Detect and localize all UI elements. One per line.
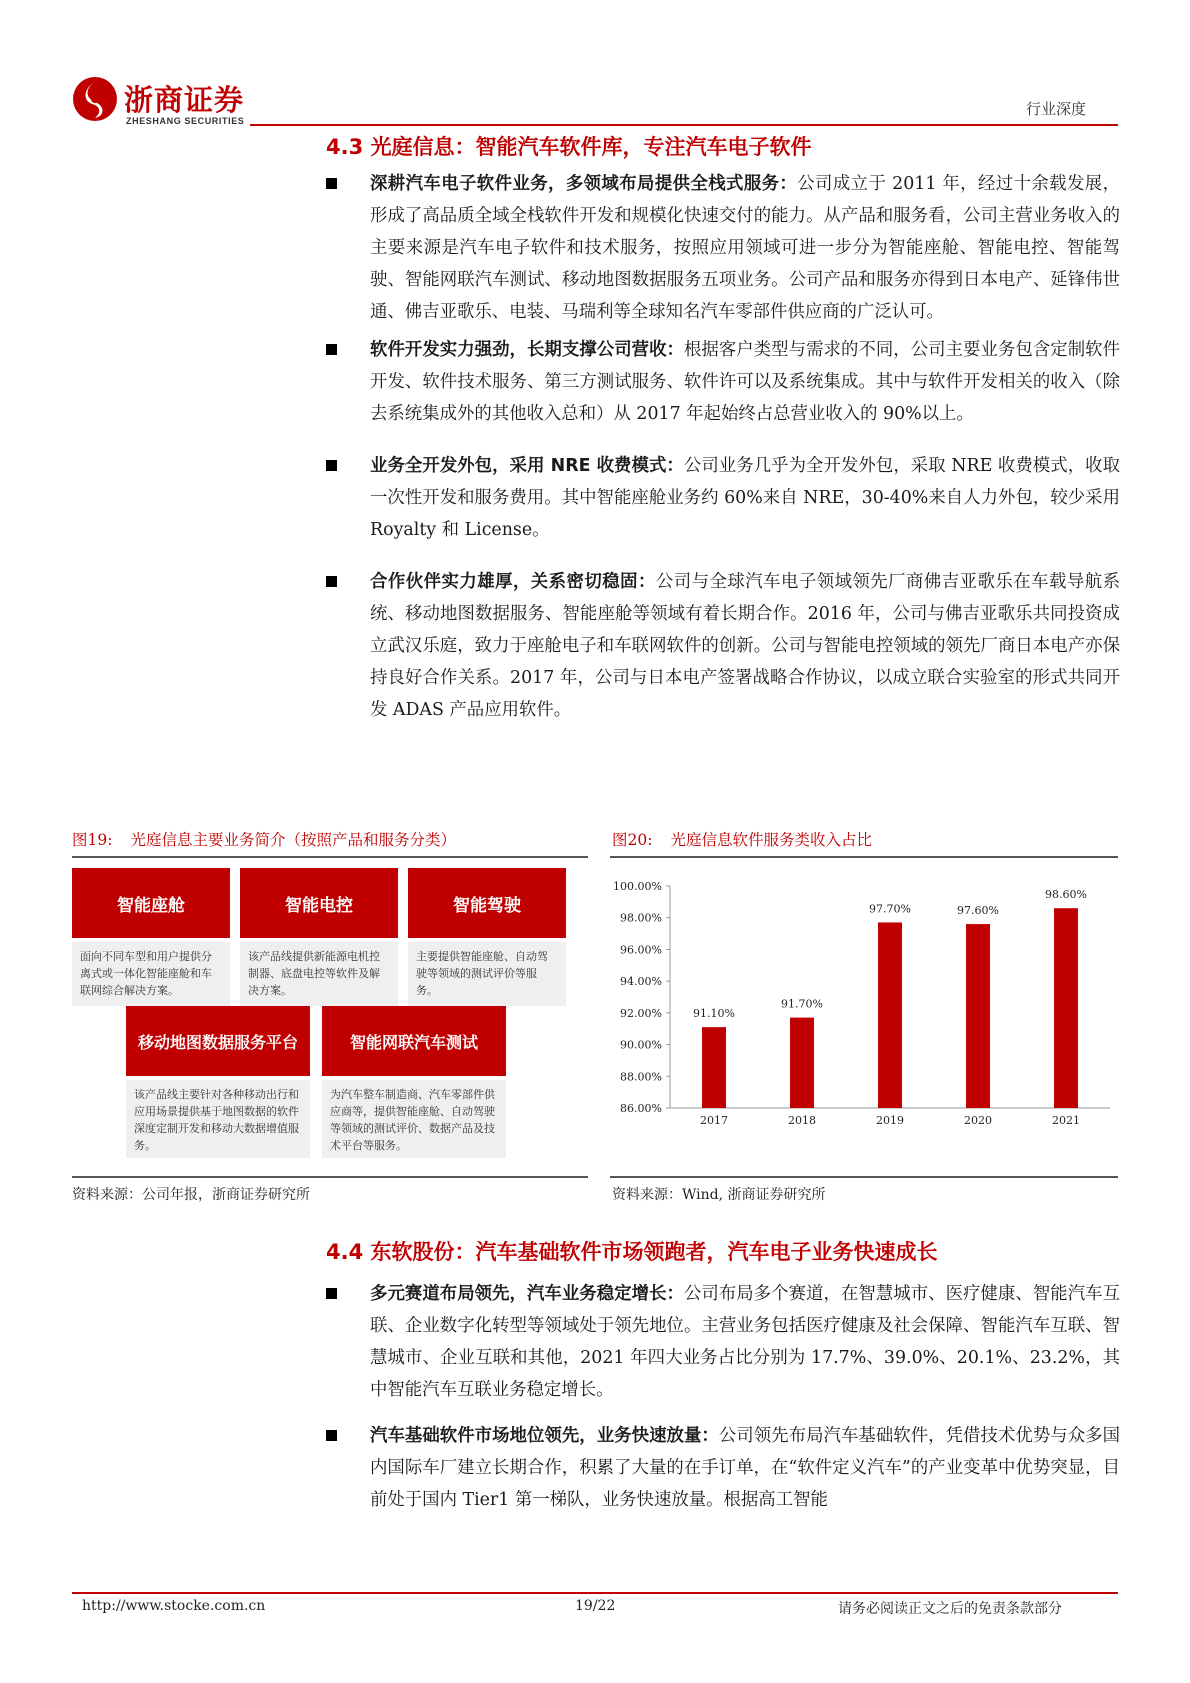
y-tick-label: 96.00% bbox=[620, 943, 662, 957]
section-4-3-bullets bbox=[326, 168, 1120, 726]
logo-text: 浙商证券 bbox=[124, 83, 245, 117]
figure-19-source: 资料来源：公司年报，浙商证券研究所 bbox=[72, 1187, 310, 1203]
x-tick-label: 2021 bbox=[1052, 1114, 1080, 1127]
bar-2020 bbox=[966, 924, 990, 1108]
figure-19-caption bbox=[72, 828, 456, 850]
x-tick-label: 2018 bbox=[788, 1114, 816, 1127]
y-tick-label: 98.00% bbox=[620, 911, 662, 925]
figure-20-source: 资料来源：Wind, 浙商证券研究所 bbox=[612, 1187, 826, 1203]
bullet-text: 公司成立于 2011 年，经过十余载发展，形成了高品质全域全栈软件开发和规模化快速交付的能力。从产品和服务看，公司主营业务收入的主要来源是汽车电子软件和技术服务，按照应用领域可进一步分为智能座舱、智能电控、智能驾驶、智能网联汽车测试、移动地图数据服务五项业务。公司产品和服务亦得到日本电产、延锋伟世通、佛吉亚歌乐、电装、马瑞利等全球知名汽车零部件供应商的广泛认可。 bbox=[370, 174, 1120, 322]
bullet-lead: 软件开发实力强劲，长期支撑公司营收： bbox=[370, 340, 684, 360]
footer-divider bbox=[72, 1592, 1118, 1594]
figure-20-bottom-rule bbox=[610, 1176, 1118, 1178]
document-type: 行业深度 bbox=[1025, 100, 1086, 118]
bullet-item bbox=[326, 566, 1120, 726]
block-smart-driving-desc: 主要提供智能座舱、自动驾驶等领域的测试评价等服务。 bbox=[408, 942, 566, 1006]
bullet-item bbox=[326, 450, 1120, 546]
revenue-share-bar-chart bbox=[610, 868, 1118, 1168]
figure-20-rule bbox=[610, 856, 1118, 858]
x-tick-label: 2017 bbox=[700, 1114, 728, 1127]
bullet-item bbox=[326, 1278, 1120, 1406]
page-number: 19/22 bbox=[575, 1598, 616, 1614]
block-smart-driving: 智能驾驶 bbox=[408, 868, 566, 938]
data-label: 91.70% bbox=[781, 997, 823, 1011]
bullet-lead: 汽车基础软件市场地位领先，业务快速放量： bbox=[370, 1426, 719, 1446]
bar-2018 bbox=[790, 1018, 814, 1108]
data-label: 97.60% bbox=[957, 904, 999, 918]
bullet-square-icon bbox=[326, 1430, 337, 1441]
header-divider bbox=[250, 124, 1118, 126]
bullet-square-icon bbox=[326, 460, 337, 471]
bar-2021 bbox=[1054, 908, 1078, 1108]
bullet-item bbox=[326, 1420, 1120, 1516]
bullet-square-icon bbox=[326, 178, 337, 189]
bullet-text: 公司领先布局汽车基础软件，凭借技术优势与众多国内国际车厂建立长期合作，积累了大量的在手订单，在“软件定义汽车”的产业变革中优势突显，目前处于国内 Tier1 第一梯队，业务快速放量。根据高工智能 bbox=[370, 1426, 1120, 1510]
business-diagram bbox=[72, 868, 588, 1158]
figure-20-caption bbox=[612, 828, 872, 850]
figure-19-rule bbox=[72, 856, 588, 858]
bullet-lead: 业务全开发外包，采用 NRE 收费模式： bbox=[370, 456, 684, 476]
block-connected-testing-desc: 为汽车整车制造商、汽车零部件供应商等，提供智能座舱、自动驾驶等领域的测试评价、数据产品及技术平台等服务。 bbox=[322, 1080, 506, 1158]
bar-2017 bbox=[702, 1027, 726, 1108]
data-label: 98.60% bbox=[1045, 888, 1087, 902]
figure-title: 光庭信息软件服务类收入占比 bbox=[670, 831, 872, 849]
y-tick-label: 92.00% bbox=[620, 1006, 662, 1020]
section-title-4-4: 4.4 东软股份：汽车基础软件市场领跑者，汽车电子业务快速成长 bbox=[326, 1240, 938, 1264]
data-label: 97.70% bbox=[869, 902, 911, 916]
x-tick-label: 2019 bbox=[876, 1114, 904, 1127]
figure-19-bottom-rule bbox=[72, 1176, 588, 1178]
bullet-lead: 深耕汽车电子软件业务，多领域布局提供全栈式服务： bbox=[370, 174, 798, 194]
figure-number: 图20: bbox=[612, 831, 653, 849]
company-logo-icon bbox=[72, 76, 118, 122]
figure-number: 图19: bbox=[72, 831, 113, 849]
bullet-text: 公司业务几乎为全开发外包，采取 NRE 收费模式，收取一次性开发和服务费用。其中智能座舱业务约 60%来自 NRE，30-40%来自人力外包，较少采用 Royalty 和 License。 bbox=[370, 456, 1120, 540]
footer-url-link[interactable]: http://www.stocke.com.cn bbox=[82, 1598, 266, 1614]
y-tick-label: 94.00% bbox=[620, 975, 662, 989]
bullet-square-icon bbox=[326, 1288, 337, 1299]
bullet-item bbox=[326, 334, 1120, 430]
bullet-lead: 合作伙伴实力雄厚，关系密切稳固： bbox=[370, 572, 656, 592]
y-tick-label: 86.00% bbox=[620, 1102, 662, 1115]
section-4-4-bullets bbox=[326, 1278, 1120, 1516]
y-tick-label: 88.00% bbox=[620, 1070, 662, 1084]
bar-2019 bbox=[878, 922, 902, 1108]
bullet-text: 公司与全球汽车电子领域领先厂商佛吉亚歌乐在车载导航系统、移动地图数据服务、智能座舱等领域有着长期合作。2016 年，公司与佛吉亚歌乐共同投资成立武汉乐庭，致力于座舱电子和车联网软件的创新。公司与智能电控领域的领先厂商日本电产亦保持良好合作关系。2017 年，公司与日本电产签署战略合作协议，以成立联合实验室的形式共同开发 ADAS 产品应用软件。 bbox=[370, 572, 1120, 720]
y-tick-label: 90.00% bbox=[620, 1038, 662, 1052]
y-tick-label: 100.00% bbox=[613, 880, 662, 893]
bullet-text: 根据客户类型与需求的不同，公司主要业务包含定制软件开发、软件技术服务、第三方测试服务、软件许可以及系统集成。其中与软件开发相关的收入（除去系统集成外的其他收入总和）从 2017 年起始终占总营业收入的 90%以上。 bbox=[370, 340, 1120, 424]
block-connected-testing: 智能网联汽车测试 bbox=[322, 1006, 506, 1076]
bullet-lead: 多元赛道布局领先，汽车业务稳定增长： bbox=[370, 1284, 684, 1304]
block-map-data-platform: 移动地图数据服务平台 bbox=[126, 1006, 310, 1076]
section-title-4-3: 4.3 光庭信息：智能汽车软件库，专注汽车电子软件 bbox=[326, 135, 812, 159]
footer-disclaimer: 请务必阅读正文之后的免责条款部分 bbox=[838, 1601, 1062, 1617]
logo-english-text: ZHESHANG SECURITIES bbox=[126, 116, 245, 126]
bullet-square-icon bbox=[326, 344, 337, 355]
bullet-item bbox=[326, 168, 1120, 328]
data-label: 91.10% bbox=[693, 1007, 735, 1021]
bullet-square-icon bbox=[326, 576, 337, 587]
block-smart-cockpit: 智能座舱 bbox=[72, 868, 230, 938]
bullet-text: 公司布局多个赛道，在智慧城市、医疗健康、智能汽车互联、企业数字化转型等领域处于领先地位。主营业务包括医疗健康及社会保障、智能汽车互联、智慧城市、企业互联和其他，2021 年四大业务占比分别为 17.7%、39.0%、20.1%、23.2%，其中智能汽车互联业务稳定增长。 bbox=[370, 1284, 1120, 1400]
block-smart-control: 智能电控 bbox=[240, 868, 398, 938]
figure-title: 光庭信息主要业务简介（按照产品和服务分类） bbox=[130, 831, 456, 849]
x-tick-label: 2020 bbox=[964, 1114, 992, 1127]
block-map-data-platform-desc: 该产品线主要针对各种移动出行和应用场景提供基于地图数据的软件深度定制开发和移动大数据增值服务。 bbox=[126, 1080, 310, 1158]
block-smart-control-desc: 该产品线提供新能源电机控制器、底盘电控等软件及解决方案。 bbox=[240, 942, 398, 1006]
block-smart-cockpit-desc: 面向不同车型和用户提供分离式或一体化智能座舱和车联网综合解决方案。 bbox=[72, 942, 230, 1006]
